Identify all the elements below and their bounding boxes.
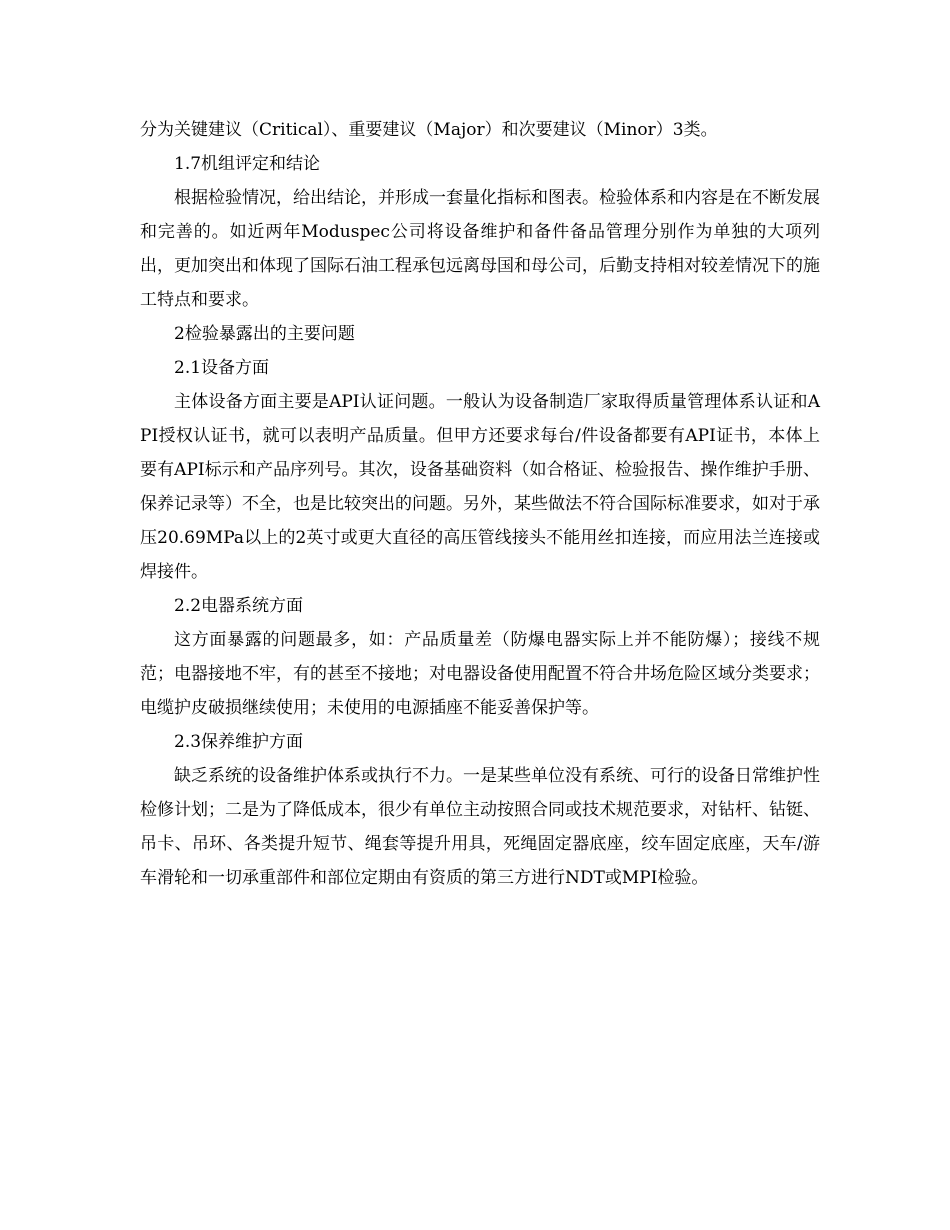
document-body: [140, 113, 820, 895]
paragraph-electrical: 这方面暴露的问题最多，如：产品质量差（防爆电器实际上并不能防爆）；接线不规范；电器接地不牢，有的甚至不接地；对电器设备使用配置不符合井场危险区域分类要求；电缆护皮破损继续使用；未使用的电源插座不能妥善保护等。: [140, 630, 820, 718]
heading-2-3: 2.3保养维护方面: [174, 732, 304, 752]
paragraph-equipment: 主体设备方面主要是API认证问题。一般认为设备制造厂家取得质量管理体系认证和API授权认证书，就可以表明产品质量。但甲方还要求每台/件设备都要有API证书，本体上要有API标示和产品序列号。其次，设备基础资料（如合格证、检验报告、操作维护手册、保养记录等）不全，也是比较突出的问题。另外，某些做法不符合国际标准要求，如对于承压20.69MPa以上的2英寸或更大直径的高压管线接头不能用丝扣连接，而应用法兰连接或焊接件。: [140, 392, 820, 582]
heading-1-7: 1.7机组评定和结论: [174, 154, 321, 174]
heading-2: 2检验暴露出的主要问题: [174, 324, 355, 344]
heading-2-1: 2.1设备方面: [174, 358, 270, 378]
paragraph-maintenance: 缺乏系统的设备维护体系或执行不力。一是某些单位没有系统、可行的设备日常维护性检修计划；二是为了降低成本，很少有单位主动按照合同或技术规范要求，对钻杆、钻铤、吊卡、吊环、各类提升短节、绳套等提升用具，死绳固定器底座，绞车固定底座，天车/游车滑轮和一切承重部件和部位定期由有资质的第三方进行NDT或MPI检验。: [140, 766, 820, 888]
paragraph-conclusion: 根据检验情况，给出结论，并形成一套量化指标和图表。检验体系和内容是在不断发展和完善的。如近两年Moduspec公司将设备维护和备件备品管理分别作为单独的大项列出，更加突出和体现了国际石油工程承包远离母国和母公司，后勤支持相对较差情况下的施工特点和要求。: [140, 188, 820, 310]
paragraph-classification: 分为关键建议（Critical）、重要建议（Major）和次要建议（Minor）3类。: [140, 120, 718, 140]
heading-2-2: 2.2电器系统方面: [174, 596, 304, 616]
